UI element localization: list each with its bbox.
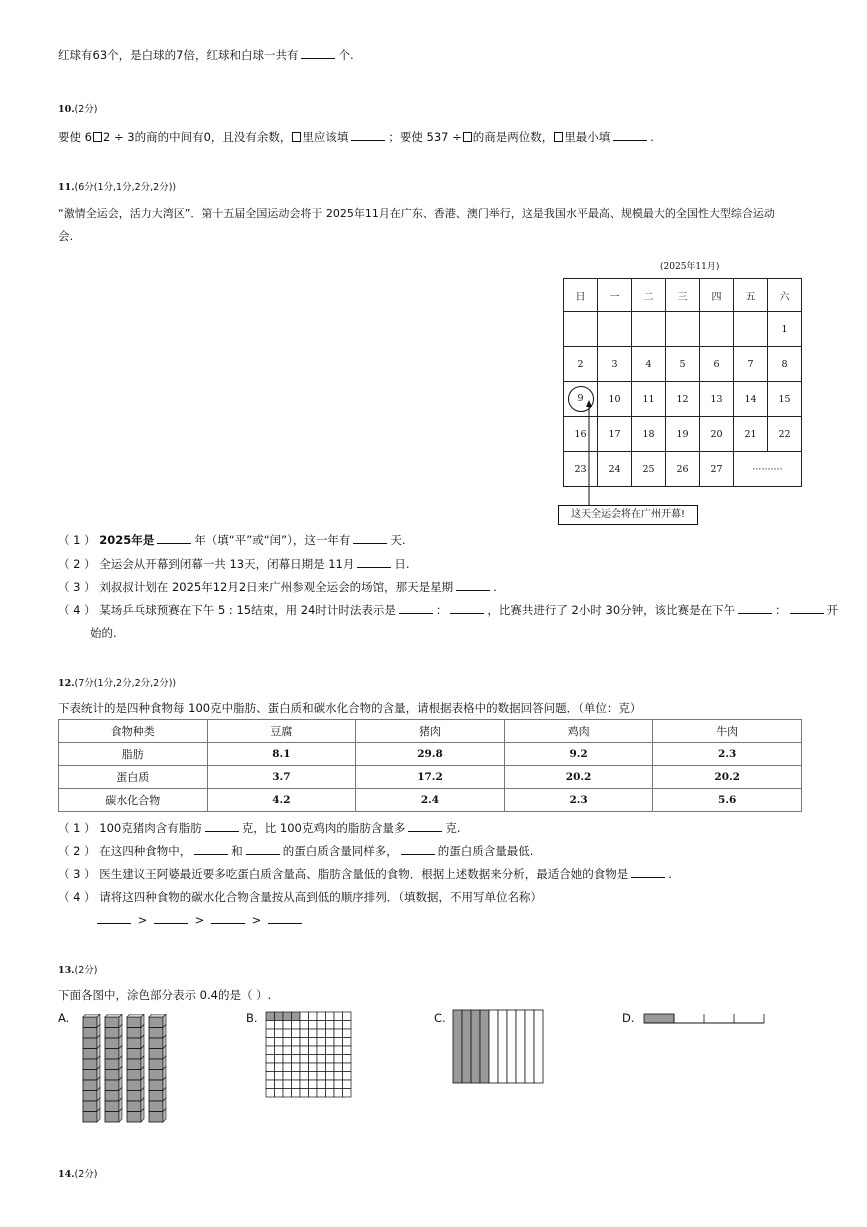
grid-cell [283, 1029, 292, 1038]
table-row: 碳水化合物 4.2 2.4 2.3 5.6 [59, 789, 802, 812]
grid-cell [317, 1063, 326, 1072]
cube [83, 1059, 97, 1070]
q12-sub2: （ 2 ） 在这四种食物中， 和 的蛋白质含量同样多， 的蛋白质含量最低. [58, 844, 534, 858]
calendar-row: 9 10 11 12 13 14 15 [564, 382, 802, 417]
grid-cell [334, 1089, 343, 1098]
grid-cell [309, 1038, 318, 1047]
cube [83, 1017, 97, 1028]
grid-cell [317, 1089, 326, 1098]
bar-part-shaded [644, 1014, 674, 1023]
grid-cell [343, 1029, 352, 1038]
answer-blank[interactable] [401, 844, 435, 855]
grid-cell [317, 1038, 326, 1047]
cube [83, 1101, 97, 1112]
grid-cell [334, 1021, 343, 1030]
grid-cell [334, 1046, 343, 1055]
table-header: 猪肉 [356, 720, 505, 743]
grid-cell [300, 1012, 309, 1021]
option-a-label[interactable]: A. [58, 1011, 70, 1025]
grid-cell [317, 1080, 326, 1089]
grid-cell [343, 1012, 352, 1021]
grid-cell [300, 1089, 309, 1098]
grid-cell [283, 1046, 292, 1055]
grid-cell [326, 1012, 335, 1021]
grid-cell [292, 1021, 301, 1030]
grid-cell [317, 1029, 326, 1038]
cube [105, 1080, 119, 1091]
cube [105, 1038, 119, 1049]
grid-cell [283, 1080, 292, 1089]
grid-cell [266, 1012, 275, 1021]
grid-cell [266, 1055, 275, 1064]
calendar-row: 2 3 4 5 6 7 8 [564, 347, 802, 382]
calendar-row: 23 24 25 26 27 ·········· [564, 452, 802, 487]
cube [105, 1091, 119, 1102]
question-11-intro: “激情全运会，活力大湾区”．第十五届全国运动会将于 2025年11月在广东、香港、澳门举行，这是我国水平最高、规模最大的全国性大型综合运动 [58, 207, 775, 220]
grid-cell [266, 1063, 275, 1072]
cube [105, 1028, 119, 1039]
answer-blank[interactable] [631, 867, 665, 878]
grid-cell [292, 1029, 301, 1038]
grid-cell [334, 1029, 343, 1038]
grid-cell [334, 1080, 343, 1089]
table-header: 豆腐 [207, 720, 356, 743]
grid-cell [317, 1021, 326, 1030]
calendar-header-row [564, 279, 802, 312]
grid-cell [300, 1046, 309, 1055]
callout-arrow-icon [580, 398, 600, 508]
grid-cell [343, 1080, 352, 1089]
option-c-label[interactable]: C. [434, 1011, 446, 1025]
grid-cell [309, 1012, 318, 1021]
answer-blank[interactable] [97, 913, 131, 924]
grid-cell [326, 1072, 335, 1081]
answer-blank[interactable] [351, 130, 385, 141]
strip [525, 1010, 534, 1083]
cube [127, 1070, 141, 1081]
grid-cell [334, 1012, 343, 1021]
cube [105, 1070, 119, 1081]
grid-cell [300, 1063, 309, 1072]
q11-sub3: （ 3 ） 刘叔叔计划在 2025年12月2日来广州参观全运会的场馆，那天是星期 . [58, 580, 497, 594]
cube [83, 1112, 97, 1123]
calendar-row: 1 [564, 312, 802, 347]
grid-cell [343, 1089, 352, 1098]
square-box-icon [554, 132, 563, 142]
option-d-bar[interactable] [642, 1011, 766, 1027]
cube [127, 1038, 141, 1049]
grid-cell [300, 1055, 309, 1064]
cube-top [105, 1014, 122, 1017]
grid-cell [283, 1012, 292, 1021]
cube-top [83, 1014, 100, 1017]
grid-cell [309, 1080, 318, 1089]
grid-cell [343, 1055, 352, 1064]
table-row: 脂肪 8.1 29.8 9.2 2.3 [59, 743, 802, 766]
weekday: 日 [564, 279, 598, 312]
answer-blank[interactable] [456, 580, 490, 591]
grid-cell [300, 1080, 309, 1089]
grid-cell [343, 1063, 352, 1072]
grid-cell [309, 1089, 318, 1098]
square-box-icon [292, 132, 301, 142]
cube [127, 1059, 141, 1070]
question-11-intro-2: 会. [58, 229, 74, 243]
grid-cell [266, 1080, 275, 1089]
grid-cell [309, 1021, 318, 1030]
question-12-header: 12.(7分(1分,2分,2分,2分)) [58, 678, 177, 689]
grid-cell [326, 1055, 335, 1064]
grid-cell [326, 1038, 335, 1047]
cube [149, 1038, 163, 1049]
question-10-text: 要使 6 2 ÷ 3的商的中间有0，且没有余数， 里应该填 ；要使 537 ÷ 的商是两位数， 里最小填 . [58, 130, 654, 144]
cube [83, 1080, 97, 1091]
answer-blank[interactable] [357, 557, 391, 568]
grid-cell [275, 1046, 284, 1055]
grid-cell [275, 1038, 284, 1047]
grid-cell [275, 1080, 284, 1089]
question-10-header: 10.(2分) [58, 104, 98, 115]
grid-cell [275, 1012, 284, 1021]
weekday: 三 [666, 279, 700, 312]
grid-cell [292, 1055, 301, 1064]
table-header: 鸡肉 [504, 720, 653, 743]
answer-blank[interactable] [353, 533, 387, 544]
strip [507, 1010, 516, 1083]
grid-cell [283, 1063, 292, 1072]
grid-cell [334, 1072, 343, 1081]
option-d-label[interactable]: D. [622, 1011, 635, 1025]
cube-top [149, 1014, 166, 1017]
weekday: 二 [632, 279, 666, 312]
cube [105, 1101, 119, 1112]
answer-blank[interactable] [450, 603, 484, 614]
grid-cell [326, 1080, 335, 1089]
cube [127, 1091, 141, 1102]
grid-cell [309, 1046, 318, 1055]
square-box-icon [93, 132, 102, 142]
q12-sub1: （ 1 ） 100克猪肉含有脂肪 克，比 100克鸡肉的脂肪含量多 克. [58, 821, 461, 835]
grid-cell [275, 1072, 284, 1081]
q11-sub4: （ 4 ） 某场乒乓球预赛在下午 5 : 15结束，用 24时计时法表示是 ： ，比赛共进行了 2小时 30分钟，该比赛是在下午 ： 开 [58, 603, 839, 617]
grid-cell [300, 1072, 309, 1081]
square-box-icon [463, 132, 472, 142]
q11-sub4-line2: 始的. [90, 626, 117, 640]
question-12-intro: 下表统计的是四种食物每 100克中脂肪、蛋白质和碳水化合物的含量，请根据表格中的数据回答问题．（单位：克） [58, 701, 642, 715]
q12-sub4: （ 4 ） 请将这四种食物的碳水化合物含量按从高到低的顺序排列．（填数据，不用写单位名称） [58, 890, 543, 904]
cube [105, 1049, 119, 1060]
grid-cell [300, 1021, 309, 1030]
grid-cell [326, 1046, 335, 1055]
grid-cell [275, 1089, 284, 1098]
cube [149, 1112, 163, 1123]
answer-blank[interactable] [157, 533, 191, 544]
cube [127, 1101, 141, 1112]
grid-cell [334, 1055, 343, 1064]
cube-top [127, 1014, 144, 1017]
cube [83, 1070, 97, 1081]
cube [127, 1112, 141, 1123]
grid-cell [275, 1063, 284, 1072]
q11-sub2: （ 2 ） 全运会从开幕到闭幕一共 13天，闭幕日期是 11月 日. [58, 557, 410, 571]
grid-cell [283, 1021, 292, 1030]
grid-cell [275, 1029, 284, 1038]
grid-cell [343, 1038, 352, 1047]
question-13-header: 13.(2分) [58, 965, 98, 976]
grid-cell [292, 1080, 301, 1089]
cube [149, 1070, 163, 1081]
grid-cell [317, 1012, 326, 1021]
cube [127, 1080, 141, 1091]
cube [149, 1101, 163, 1112]
cube [105, 1112, 119, 1123]
cube [83, 1049, 97, 1060]
question-14-header: 14.(2分) [58, 1169, 98, 1180]
grid-cell [343, 1046, 352, 1055]
cube [105, 1059, 119, 1070]
weekday: 四 [700, 279, 734, 312]
calendar-callout: 这天全运会将在广州开幕! [558, 505, 698, 525]
grid-cell [266, 1072, 275, 1081]
grid-cell [283, 1072, 292, 1081]
table-header: 牛肉 [653, 720, 802, 743]
strip [471, 1010, 480, 1083]
cube [149, 1028, 163, 1039]
answer-blank[interactable] [408, 821, 442, 832]
grid-cell [300, 1029, 309, 1038]
table-header: 食物种类 [59, 720, 208, 743]
grid-cell [292, 1038, 301, 1047]
option-a-cube-rods[interactable] [80, 1014, 170, 1132]
cube [83, 1091, 97, 1102]
weekday: 一 [598, 279, 632, 312]
grid-cell [300, 1038, 309, 1047]
cube [127, 1028, 141, 1039]
q12-sub3: （ 3 ） 医生建议王阿婆最近要多吃蛋白质含量高、脂肪含量低的食物．根据上述数据来分析，最适合她的食物是 . [58, 867, 672, 881]
grid-cell [266, 1021, 275, 1030]
grid-cell [326, 1021, 335, 1030]
grid-cell [326, 1089, 335, 1098]
strip [489, 1010, 498, 1083]
strip [453, 1010, 462, 1083]
nutrition-table [58, 719, 802, 812]
option-b-hundred-grid[interactable] [265, 1011, 353, 1099]
calendar-caption: (2025年11月) [660, 262, 720, 272]
cube [149, 1091, 163, 1102]
answer-blank[interactable] [738, 603, 772, 614]
table-row: 蛋白质 3.7 17.2 20.2 20.2 [59, 766, 802, 789]
grid-cell [317, 1046, 326, 1055]
grid-cell [266, 1046, 275, 1055]
answer-blank[interactable] [790, 603, 824, 614]
grid-cell [292, 1063, 301, 1072]
weekday: 五 [734, 279, 768, 312]
grid-cell [292, 1072, 301, 1081]
answer-blank[interactable] [154, 913, 188, 924]
cube [149, 1080, 163, 1091]
grid-cell [292, 1089, 301, 1098]
answer-blank[interactable] [613, 130, 647, 141]
grid-cell [266, 1089, 275, 1098]
grid-cell [266, 1029, 275, 1038]
cube [149, 1017, 163, 1028]
answer-blank[interactable] [211, 913, 245, 924]
grid-cell [334, 1063, 343, 1072]
q9-tail: 红球有63个，是白球的7倍，红球和白球一共有 个. [58, 48, 354, 62]
grid-cell [283, 1055, 292, 1064]
cube [83, 1038, 97, 1049]
grid-cell [292, 1046, 301, 1055]
grid-cell [334, 1038, 343, 1047]
grid-cell [317, 1055, 326, 1064]
grid-cell [283, 1038, 292, 1047]
grid-cell [275, 1021, 284, 1030]
cube [127, 1017, 141, 1028]
q12-order-line: > > > [94, 913, 305, 927]
option-b-label[interactable]: B. [246, 1011, 258, 1025]
grid-cell [266, 1038, 275, 1047]
answer-blank[interactable] [194, 844, 228, 855]
cube [83, 1028, 97, 1039]
question-11-header: 11.(6分(1分,1分,2分,2分)) [58, 182, 177, 193]
grid-cell [326, 1029, 335, 1038]
strip [462, 1010, 471, 1083]
grid-cell [309, 1063, 318, 1072]
question-13-prompt: 下面各图中，涂色部分表示 0.4的是（ ）. [58, 988, 272, 1002]
grid-cell [326, 1063, 335, 1072]
strip [498, 1010, 507, 1083]
weekday: 六 [768, 279, 802, 312]
grid-cell [343, 1021, 352, 1030]
grid-cell [317, 1072, 326, 1081]
cube [105, 1017, 119, 1028]
cube [149, 1049, 163, 1060]
cube [149, 1059, 163, 1070]
circled-date: 9 [568, 386, 594, 412]
calendar-row: 16 17 18 19 20 21 22 [564, 417, 802, 452]
strip [516, 1010, 525, 1083]
grid-cell [309, 1055, 318, 1064]
answer-blank[interactable] [205, 821, 239, 832]
option-c-strip-rect[interactable] [452, 1009, 544, 1085]
q11-sub1: （ 1 ） 2025年是 年（填“平”或“闰”），这一年有 天. [58, 533, 406, 547]
answer-blank[interactable] [246, 844, 280, 855]
answer-blank[interactable] [268, 913, 302, 924]
table-header-row [59, 720, 802, 743]
strip [480, 1010, 489, 1083]
grid-cell [309, 1029, 318, 1038]
grid-cell [275, 1055, 284, 1064]
answer-blank[interactable] [301, 48, 335, 59]
strip [534, 1010, 543, 1083]
grid-cell [309, 1072, 318, 1081]
grid-cell [292, 1012, 301, 1021]
grid-cell [343, 1072, 352, 1081]
cube [127, 1049, 141, 1060]
answer-blank[interactable] [399, 603, 433, 614]
grid-cell [283, 1089, 292, 1098]
